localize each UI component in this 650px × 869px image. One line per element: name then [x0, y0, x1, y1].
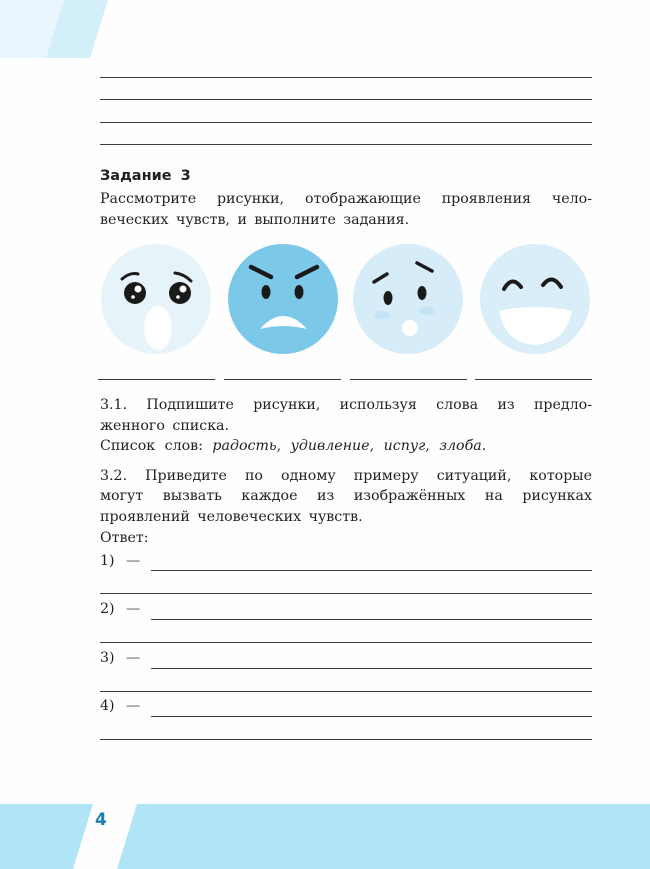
emotion-faces	[98, 243, 592, 358]
task-intro-line-2: веческих чувств, и выполните задания.	[100, 212, 410, 228]
word-list: Список слов: радость, удивление, испуг, злоба.	[100, 438, 487, 454]
scared-face-icon	[100, 243, 213, 356]
answer-1-line-1[interactable]	[151, 570, 592, 571]
subtask-3-1-line-1: 3.1. Подпишите рисунки, используя слова из предло-	[100, 397, 592, 413]
word-list-label: Список слов:	[100, 438, 203, 454]
answer-number: 2)	[100, 601, 115, 617]
answer-line[interactable]	[100, 122, 592, 123]
subtask-3-2-line-1: 3.2. Приведите по одному примеру ситуаций, которые	[100, 468, 592, 484]
answer-4-line-1[interactable]	[151, 716, 592, 717]
task-title: Задание 3	[100, 168, 191, 184]
answer-line[interactable]	[100, 99, 592, 100]
page-number: 4	[95, 810, 107, 830]
answer-number: 4)	[100, 698, 115, 714]
answer-dash: —	[126, 601, 141, 617]
answer-2-line-2[interactable]	[100, 642, 592, 643]
word-anger: злоба	[439, 438, 482, 454]
face-label-line-2[interactable]	[224, 379, 341, 380]
subtask-3-1-line-2: женного списка.	[100, 418, 230, 434]
word-fear: испуг	[383, 438, 426, 454]
angry-face-icon	[227, 243, 340, 356]
surprised-face-icon	[352, 243, 465, 356]
subtask-3-2-line-3: проявлений человеческих чувств.	[100, 509, 363, 525]
answer-number: 3)	[100, 650, 115, 666]
answer-number: 1)	[100, 553, 115, 569]
answer-line[interactable]	[100, 77, 592, 78]
answer-4-line-2[interactable]	[100, 739, 592, 740]
answer-3-line-1[interactable]	[151, 668, 592, 669]
answer-1-line-2[interactable]	[100, 593, 592, 594]
answer-dash: —	[126, 553, 141, 569]
happy-face-icon	[479, 243, 592, 356]
answer-2-line-1[interactable]	[151, 619, 592, 620]
face-label-line-4[interactable]	[475, 379, 592, 380]
word-joy: радость	[212, 438, 277, 454]
answer-dash: —	[126, 698, 141, 714]
subtask-3-2-line-2: могут вызвать каждое из изображённых на рисунках	[100, 488, 592, 504]
word-surprise: удивление	[290, 438, 370, 454]
face-label-line-1[interactable]	[98, 379, 215, 380]
face-label-line-3[interactable]	[350, 379, 467, 380]
answer-3-line-2[interactable]	[100, 691, 592, 692]
answer-label: Ответ:	[100, 530, 149, 546]
header-decoration	[0, 0, 650, 60]
answer-line[interactable]	[100, 144, 592, 145]
task-intro-line-1: Рассмотрите рисунки, отображающие проявления чело-	[100, 191, 592, 207]
answer-dash: —	[126, 650, 141, 666]
